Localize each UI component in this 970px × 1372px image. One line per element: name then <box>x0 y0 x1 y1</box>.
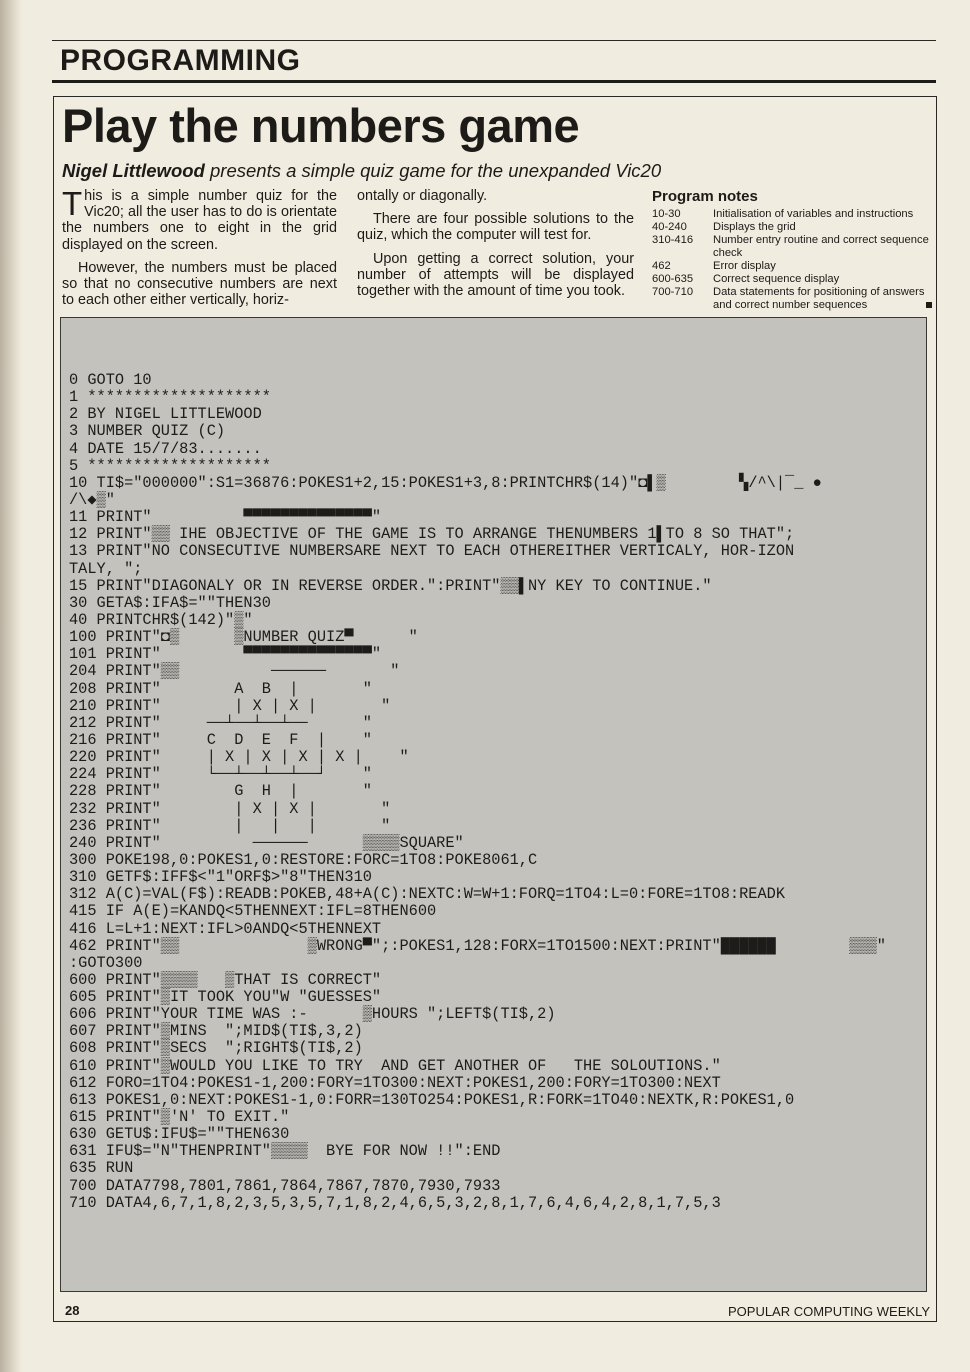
code-line: 310 GETF$:IFF$<"1"ORF$>"8"THEN310 <box>69 868 372 887</box>
code-line: 613 POKES1,0:NEXT:POKES1-1,0:FORR=130TO254:POKES1,R:FORK=1TO40:NEXTK,R:POKES1,0 <box>69 1090 795 1109</box>
subtitle-text: presents a simple quiz game for the unexpanded Vic20 <box>204 160 662 181</box>
program-note-row <box>652 234 932 260</box>
program-note-range: 10-30 <box>652 208 681 220</box>
intro-paragraph-5: Upon getting a correct solution, your number of attempts will be displayed together with the amount of time you took. <box>357 250 634 300</box>
program-note-description: Data statements for positioning of answers and correct number sequences <box>713 286 932 312</box>
code-line: 415 IF A(E)=KANDQ<5THENNEXT:IFL=8THEN600 <box>69 902 437 921</box>
code-line: 40 PRINTCHR$(142)"▒" <box>69 610 253 629</box>
program-note-row <box>652 286 932 312</box>
code-line: 710 DATA4,6,7,1,8,2,3,5,3,5,7,1,8,2,4,6,5,3,2,8,1,7,6,4,6,4,2,8,1,7,5,3 <box>69 1193 721 1212</box>
code-line: 606 PRINT"YOUR TIME WAS :- ▒HOURS ";LEFT$(TI$,2) <box>69 1005 556 1024</box>
program-notes-heading: Program notes <box>652 188 758 205</box>
code-line: 1 ******************** <box>69 388 271 407</box>
code-line: 204 PRINT"▒▒ ────── " <box>69 662 400 681</box>
intro-paragraph-1-text: his is a simple number quiz for the Vic20; all the user has to do is orientate the numbers one to eight in the grid displayed on the screen. <box>62 188 337 253</box>
program-note-description: Displays the grid <box>713 221 796 233</box>
code-line: 4 DATE 15/7/83....... <box>69 439 262 458</box>
code-line: 607 PRINT"▒MINS ";MID$(TI$,3,2) <box>69 1022 363 1041</box>
program-notes-list <box>652 208 932 312</box>
code-line: 2 BY NIGEL LITTLEWOOD <box>69 405 262 424</box>
code-line: 220 PRINT" | X | X | X | X | " <box>69 748 409 767</box>
code-line: 30 GETA$:IFA$=""THEN30 <box>69 593 271 612</box>
code-line: :GOTO300 <box>69 953 143 972</box>
article-title: Play the numbers game <box>62 99 580 152</box>
page-number: 28 <box>65 1303 80 1318</box>
code-line: 12 PRINT"▒▒ IHE OBJECTIVE OF THE GAME IS TO ARRANGE THENUMBERS 1▌TO 8 SO THAT"; <box>69 525 795 544</box>
intro-paragraph-3: ontally or diagonally. <box>357 188 488 204</box>
program-note-range: 700-710 <box>652 286 694 298</box>
program-listing <box>69 372 919 1212</box>
program-note-description: Number entry routine and correct sequence check <box>713 234 929 259</box>
intro-paragraph-4: There are four possible solutions to the quiz, which the computer will test for. <box>357 211 634 244</box>
code-line: 3 NUMBER QUIZ (C) <box>69 422 226 441</box>
section-heading: PROGRAMMING <box>60 44 301 77</box>
code-line: 232 PRINT" | X | X | " <box>69 799 391 818</box>
code-line: 300 POKE198,0:POKES1,0:RESTORE:FORC=1TO8:POKE8061,C <box>69 850 538 869</box>
code-line: /\◆▒" <box>69 490 115 509</box>
code-line: 605 PRINT"▒IT TOOK YOU"W "GUESSES" <box>69 988 382 1007</box>
program-note-range: 600-635 <box>652 273 694 285</box>
code-line: 212 PRINT" ──┴──┴──┴── " <box>69 713 372 732</box>
code-line: 700 DATA7798,7801,7861,7864,7867,7870,7930,7933 <box>69 1176 501 1195</box>
intro-column-2 <box>357 188 634 306</box>
intro-paragraph-1 <box>62 185 337 253</box>
end-mark <box>926 302 932 308</box>
program-note-row <box>652 260 932 273</box>
code-line: 608 PRINT"▒SECS ";RIGHT$(TI$,2) <box>69 1039 363 1058</box>
publication-name: POPULAR COMPUTING WEEKLY <box>727 1304 930 1319</box>
code-line: 600 PRINT"▒▒▒▒ ▒THAT IS CORRECT" <box>69 970 382 989</box>
code-line: 228 PRINT" G H | " <box>69 782 372 801</box>
code-line: 0 GOTO 10 <box>69 371 152 389</box>
code-line: 236 PRINT" | | | " <box>69 816 391 835</box>
section-rule <box>52 80 936 83</box>
intro-paragraph-2: However, the numbers must be placed so that no consecutive numbers are next to each other either vertically, horiz- <box>62 259 337 309</box>
code-line: 11 PRINT" ▀▀▀▀▀▀▀▀▀▀▀▀▀▀" <box>69 508 382 527</box>
code-line: 216 PRINT" C D E F | " <box>69 730 372 749</box>
program-note-row <box>652 221 932 234</box>
program-note-row <box>652 208 932 221</box>
program-note-range: 40-240 <box>652 221 687 233</box>
code-line: 224 PRINT" └──┴──┴──┴──┘ " <box>69 765 372 784</box>
code-line: 416 L=L+1:NEXT:IFL>0ANDQ<5THENNEXT <box>69 919 382 938</box>
code-line: 240 PRINT" ────── ▒▒▒▒SQUARE" <box>69 833 464 852</box>
program-note-description: Initialisation of variables and instructions <box>713 208 914 220</box>
code-line: 631 IFU$="N"THENPRINT"▒▒▒▒ BYE FOR NOW !!":END <box>69 1142 501 1161</box>
program-note-row <box>652 273 932 286</box>
code-line: 635 RUN <box>69 1159 134 1178</box>
intro-column-1 <box>62 185 337 315</box>
code-line: 615 PRINT"▒'N' TO EXIT." <box>69 1108 290 1127</box>
code-line: 13 PRINT"NO CONSECUTIVE NUMBERSARE NEXT TO EACH OTHEREITHER VERTICALY, HOR-IZON <box>69 542 795 561</box>
page-edge-shadow <box>0 0 22 1372</box>
program-notes <box>652 188 932 312</box>
code-line: TALY, "; <box>69 559 143 578</box>
drop-cap: T <box>62 185 83 222</box>
code-line: 612 FORO=1TO4:POKES1-1,200:FORY=1TO300:NEXT:POKES1,200:FORY=1TO300:NEXT <box>69 1073 721 1092</box>
code-line: 210 PRINT" | X | X | " <box>69 696 391 715</box>
code-line: 630 GETU$:IFU$=""THEN630 <box>69 1125 290 1144</box>
program-note-description: Error display <box>713 260 776 272</box>
code-line: 101 PRINT" ▀▀▀▀▀▀▀▀▀▀▀▀▀▀" <box>69 645 382 664</box>
program-note-range: 310-416 <box>652 234 694 246</box>
code-line: 312 A(C)=VAL(F$):READB:POKEB,48+A(C):NEXTC:W=W+1:FORQ=1TO4:L=0:FORE=1TO8:READK <box>69 885 786 904</box>
code-line: 15 PRINT"DIAGONALY OR IN REVERSE ORDER.":PRINT"▒▒▌NY KEY TO CONTINUE." <box>69 576 712 595</box>
code-line: 5 ******************** <box>69 456 271 475</box>
author-name: Nigel Littlewood <box>62 160 205 181</box>
code-line: 208 PRINT" A B | " <box>69 679 372 698</box>
code-line: 100 PRINT"◘▒ ▒NUMBER QUIZ▀ " <box>69 628 418 647</box>
program-note-range: 462 <box>652 260 671 272</box>
code-line: 462 PRINT"▒▒ ▒WRONG▀";:POKES1,128:FORX=1TO1500:NEXT:PRINT"██████ ▒▒▒" <box>69 936 886 955</box>
top-rule <box>52 40 936 41</box>
code-line: 10 TI$="000000":S1=36876:POKES1+2,15:POKES1+3,8:PRINTCHR$(14)"◘▌▒ ▚/^\|‾_ ● <box>69 473 822 492</box>
program-note-description: Correct sequence display <box>713 273 840 285</box>
article-subtitle <box>62 160 661 182</box>
code-line: 610 PRINT"▒WOULD YOU LIKE TO TRY AND GET ANOTHER OF THE SOLOUTIONS." <box>69 1056 721 1075</box>
